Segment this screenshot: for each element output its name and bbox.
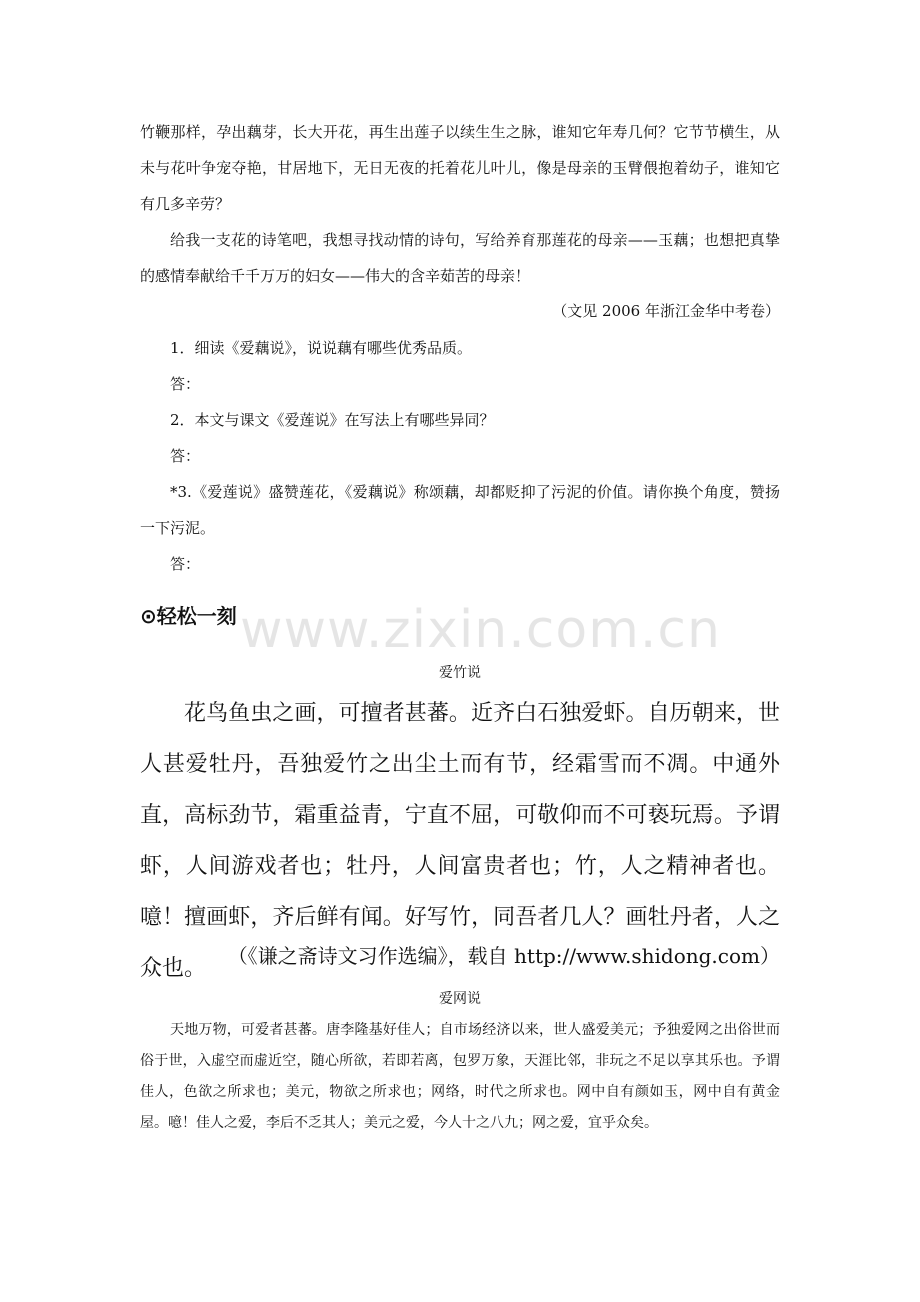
question-1: 1．细读《爱藕说》，说说藕有哪些优秀品质。 bbox=[170, 339, 473, 357]
net-title: 爱网说 bbox=[439, 991, 481, 1007]
answer-3: 答： bbox=[170, 555, 201, 573]
question-3: *3.《爱莲说》盛赞莲花，《爱藕说》称颂藕，却都贬抑了污泥的价值。请你换个角度，赞扬一下污泥。 bbox=[140, 483, 780, 537]
bamboo-title: 爱竹说 bbox=[439, 665, 481, 681]
net-body: 天地万物，可爱者甚蕃。唐李隆基好佳人；自市场经济以来，世人盛爱美元；予独爱网之出俗世而俗于世，入虚空而虚近空，随心所欲，若即若离，包罗万象，天涯比邻，非玩之不足以享其乐也。予谓佳人，色欲之所求也；美元，物欲之所求也；网络，时代之所求也。网中自有颜如玉，网中自有黄金屋。噫！佳人之爱，李后不乏其人；美元之爱，今人十之八九；网之爱，宜乎众矣。 bbox=[140, 1022, 780, 1131]
section-heading: ⊙轻松一刻 bbox=[140, 604, 237, 628]
watermark: www.zixin.com.cn bbox=[240, 600, 721, 660]
answer-1: 答： bbox=[170, 375, 201, 393]
answer-2: 答： bbox=[170, 447, 201, 465]
source-note: （文见 2006 年浙江金华中考卷） bbox=[552, 302, 780, 320]
second-paragraph: 给我一支花的诗笔吧，我想寻找动情的诗句，写给养育那莲花的母亲——玉藕；也想把真挚的感情奉献给千千万万的妇女——伟大的含辛茹苦的母亲！ bbox=[140, 231, 780, 285]
bamboo-source: （《谦之斋诗文习作选编》，载自 http://www.shidong.com） bbox=[227, 944, 780, 968]
intro-paragraph: 竹鞭那样，孕出藕芽，长大开花，再生出莲子以续生生之脉，谁知它年寿几何？它节节横生，从未与花叶争宠夺艳，甘居地下，无日无夜的托着花儿叶儿，像是母亲的玉臂偎抱着幼子，谁知它有几多辛劳？ bbox=[140, 123, 780, 213]
bamboo-body: 花鸟鱼虫之画，可擅者甚蕃。近齐白石独爱虾。自历朝来，世人甚爱牡丹，吾独爱竹之出尘土而有节，经霜雪而不凋。中通外直，高标劲节，霜重益青，宁直不屈，可敬仰而不可亵玩焉。予谓虾，人间游戏者也；牡丹，人间富贵者也；竹，人之精神者也。噫！擅画虾，齐后鲜有闻。好写竹，同吾者几人？画牡丹者，人之众也。 bbox=[140, 701, 780, 981]
question-2: 2．本文与课文《爱莲说》在写法上有哪些异同？ bbox=[170, 411, 495, 429]
